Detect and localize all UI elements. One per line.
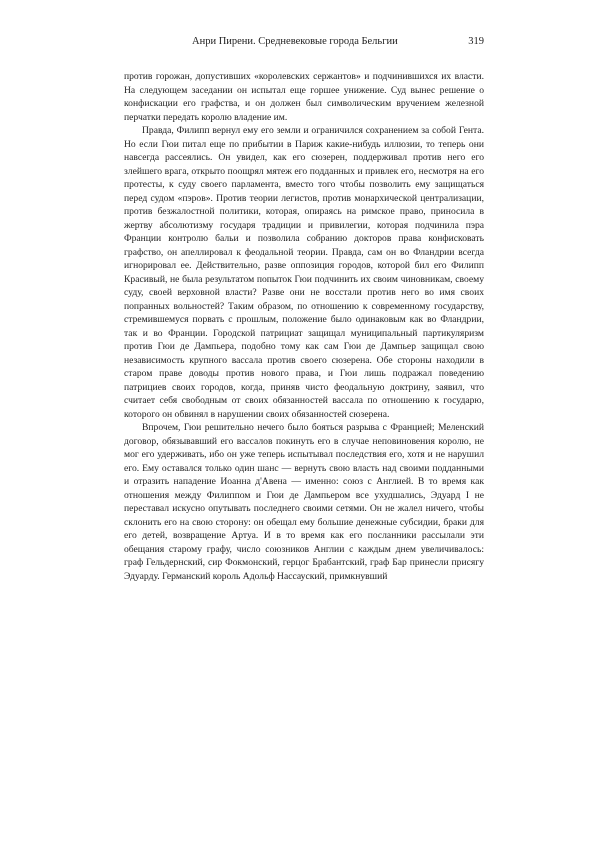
- paragraph: против горожан, допустивших «королевских сержантов» и подчинившихся их власти. На следующем заседании он испытал еще горшее унижение. Суд вынес решение о конфискации его графства, и он должен был символическим вручением железной перчатки передать королю владение им.: [124, 71, 484, 123]
- paragraph: Правда, Филипп вернул ему его земли и ограничился сохранением за собой Гента. Но если Гюи питал еще по прибытии в Париж какие-нибудь иллюзии, то теперь они навсегда рассеялись. Он увидел, как его сюзерен, поддерживал против него его злейшего врага, открыто поощрял мятеж его подданных и привлек его, несмотря на его протесты, к суду своего парламента, вместо того чтобы позволить ему защищаться перед судом «пэров». Против теории легистов, против монархической централизации, против безжалостной политики, которая, опираясь на римское право, приносила в жертву абсолютизму государя традиции и привилегии, которая подчинила пэра Франции контролю бальи и позволила собранию докторов права конфисковать графство, он апеллировал к феодальной теории. Правда, сам он во Фландрии всегда игнорировал ее. Действительно, разве оппозиция городов, которой бил его Филипп Красивый, не была результатом попыток Гюи подчинить их своим чиновникам, своему суду, своей верховной власти? Разве они не восстали против него во имя своих попранных вольностей? Таким образом, по отношению к современному государству, стремившемуся порвать с прошлым, положение было одинаковым как во Фландрии, так и во Франции. Городской патрициат защищал муниципальный партикуляризм против Гюи де Дампьера, подобно тому как сам Гюи де Дампьер защищал свою независимость крупного вассала против своего сюзерена. Обе стороны находили в старом праве доводы против нового права, и Гюи лишь подражал поведению патрициев своих городов, когда, приняв чисто феодальную доктрину, заявил, что считает себя свободным от своих обязанностей вассала по отношению к государю, которого он обвинял в нарушении своих обязанностей сюзерена.: [124, 125, 484, 420]
- page-number: 319: [468, 36, 484, 47]
- paragraph: Впрочем, Гюи решительно нечего было бояться разрыва с Францией; Меленский договор, обязывавший его вассалов покинуть его в случае неповиновения королю, не мог его удерживать, ибо он уже теперь испытывал последствия его, хотя и не нарушил его. Ему оставался только один шанс — вернуть свою власть над своими подданными и отразить нападение Иоанна д'Авена — именно: союз с Англией. В то время как отношения между Филиппом и Гюи де Дампьером все ухудшались, Эдуард I не переставал искусно опутывать последнего своими сетями. Он не жалел ничего, чтобы склонить его на свою сторону: он обещал ему большие денежные субсидии, браки для его детей, возвращение Артуа. И в то время как его посланники рассылали эти обещания старому графу, число союзников Англии с каждым днем увеличивалось: граф Гельдернский, сир Фокмонский, герцог Брабантский, граф Бар принесли присягу Эдуарду. Германский король Адольф Нассауский, примкнувший: [124, 422, 484, 582]
- body-text: [124, 70, 484, 583]
- running-header: [124, 36, 484, 50]
- running-header-title: Анри Пирени. Средневековые города Бельгии: [192, 36, 398, 47]
